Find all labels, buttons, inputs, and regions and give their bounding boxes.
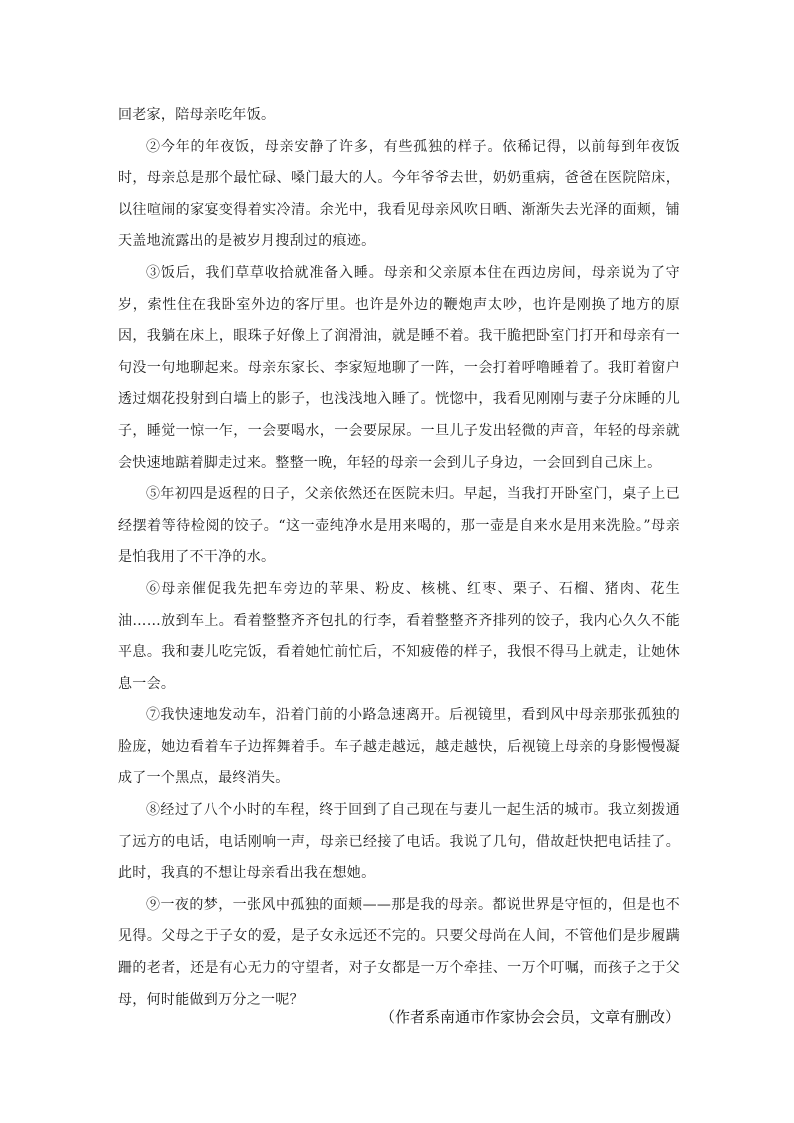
article-body (118, 100, 680, 1016)
paragraph-8: ⑧经过了八个小时的车程，终于回到了自己现在与妻儿一起生活的城市。我立刻拨通了远方的电话，电话刚响一声，母亲已经接了电话。我说了几句，借故赶快把电话挂了。此时，我真的不想让母亲看出我在想她。 (118, 802, 680, 882)
paragraph-6: ⑥母亲催促我先把车旁边的苹果、粉皮、核桃、红枣、栗子、石榴、猪肉、花生油……放到车上。看着整整齐齐包扎的行李，看着整整齐齐排列的饺子，我内心久久不能平息。我和妻儿吃完饭，看着她忙前忙后，不知疲倦的样子，我恨不得马上就走，让她休息一会。 (118, 580, 680, 692)
paragraph-7: ⑦我快速地发动车，沿着门前的小路急速离开。后视镜里，看到风中母亲那张孤独的脸庞，她边看着车子边挥舞着手。车子越走越远，越走越快，后视镜上母亲的身影慢慢凝成了一个黑点，最终消失。 (118, 707, 680, 787)
paragraph-5: ⑤年初四是返程的日子，父亲依然还在医院未归。早起，当我打开卧室门，桌子上已经摆着等待检阅的饺子。“这一壶纯净水是用来喝的，那一壶是自来水是用来洗脸。”母亲是怕我用了不干净的水。 (118, 486, 680, 566)
paragraph-2: ②今年的年夜饭，母亲安静了许多，有些孤独的样子。依稀记得，以前每到年夜饭时，母亲总是那个最忙碌、嗓门最大的人。今年爷爷去世，奶奶重病，爸爸在医院陪床，以往喧闹的家宴变得着实冷清。余光中，我看见母亲风吹日晒、渐渐失去光泽的面颊，铺天盖地流露出的是被岁月搜刮过的痕迹。 (118, 138, 680, 250)
author-note: （作者系南通市作家协会会员，文章有删改） (380, 1010, 681, 1026)
paragraph-9: ⑨一夜的梦，一张风中孤独的面颊——那是我的母亲。都说世界是守恒的，但是也不见得。父母之于子女的爱，是子女永远还不完的。只要父母尚在人间，不管他们是步履蹒跚的老者，还是有心无力的守望者，对子女都是一万个牵挂、一万个叮嘱，而孩子之于父母，何时能做到万分之一呢？ (118, 896, 680, 1008)
paragraph-3: ③饭后，我们草草收拾就准备入睡。母亲和父亲原本住在西边房间，母亲说为了守岁，索性住在我卧室外边的客厅里。也许是外边的鞭炮声太吵，也许是刚换了地方的原因，我躺在床上，眼珠子好像上了润滑油，就是睡不着。我干脆把卧室门打开和母亲有一句没一句地聊起来。母亲东家长、李家短地聊了一阵，一会打着呼噜睡着了。我盯着窗户透过烟花投射到白墙上的影子，也浅浅地入睡了。恍惚中，我看见刚刚与妻子分床睡的儿子，睡觉一惊一乍，一会要喝水，一会要尿尿。一旦儿子发出轻微的声音，年轻的母亲就会快速地踮着脚走过来。整整一晚，年轻的母亲一会到儿子身边，一会回到自己床上。 (118, 264, 680, 471)
paragraph-1-continued: 回老家，陪母亲吃年饭。 (118, 107, 276, 123)
